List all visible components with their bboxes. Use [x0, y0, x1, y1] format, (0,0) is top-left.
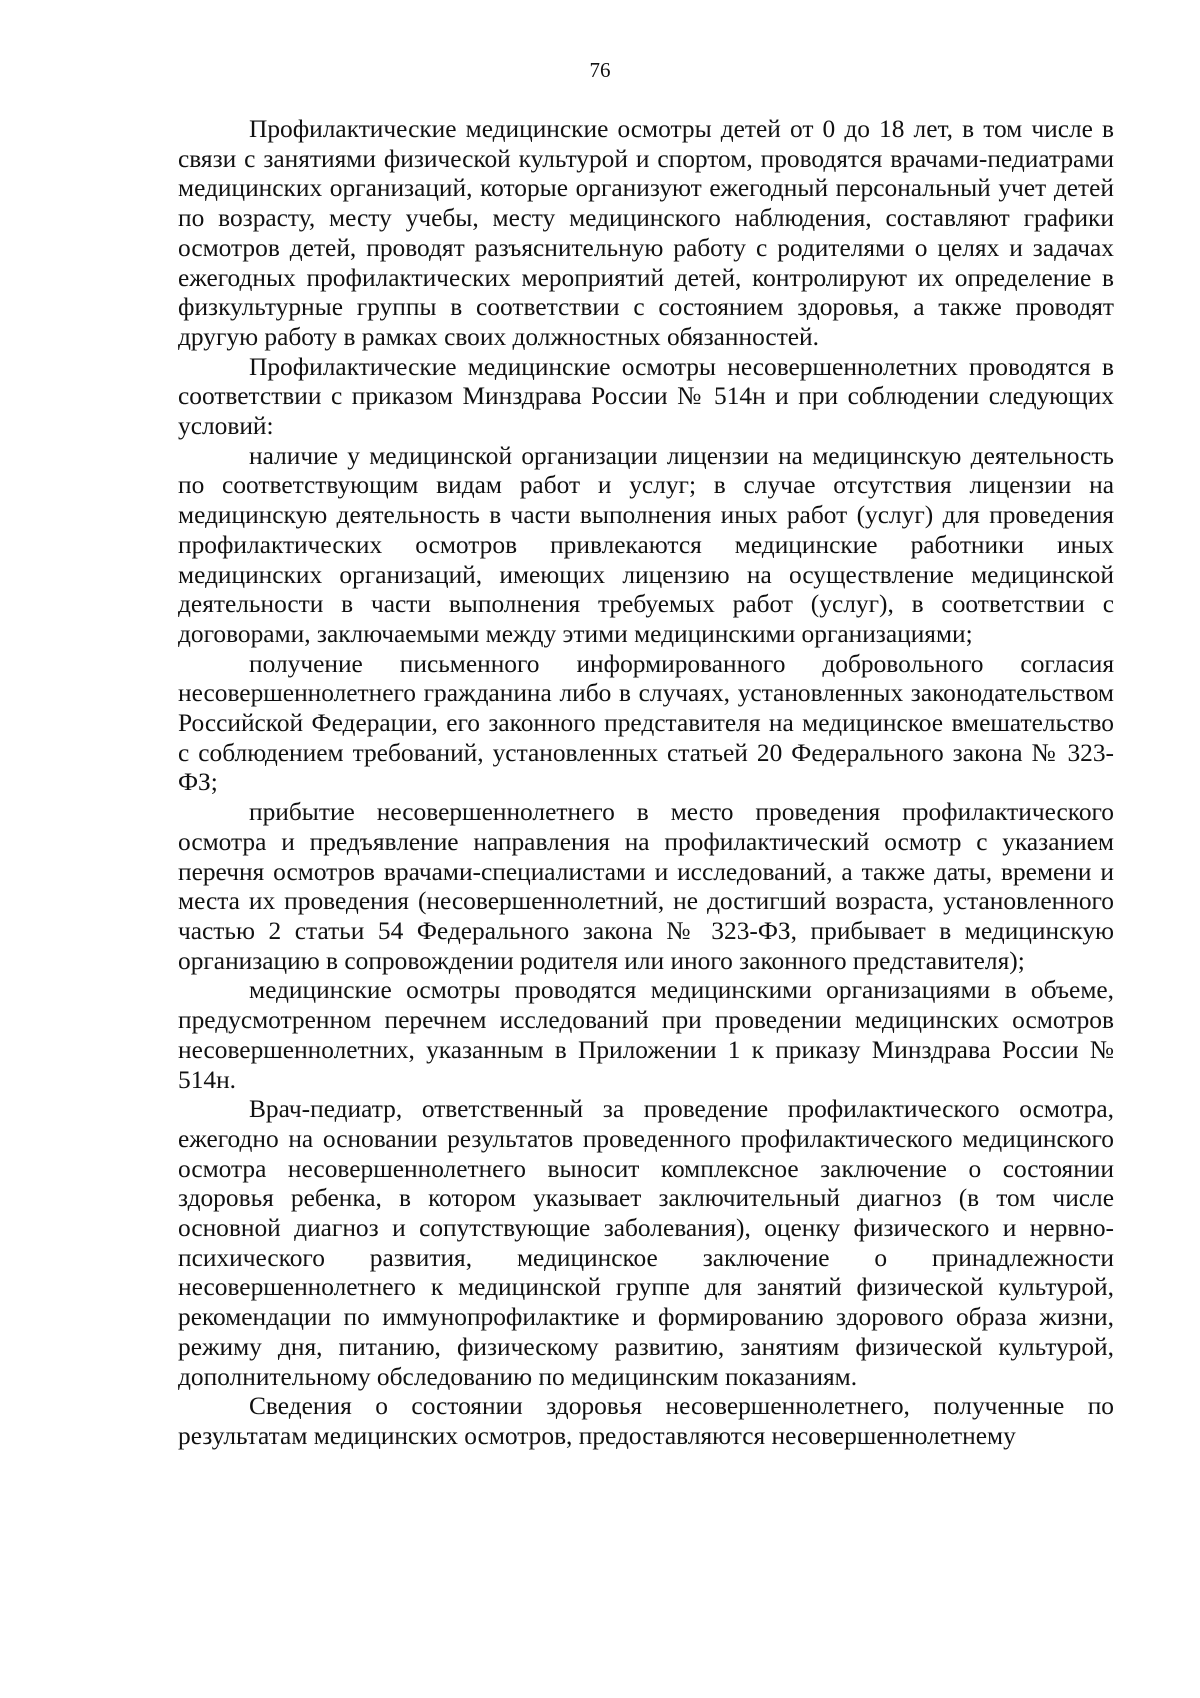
page-number: 76: [589, 58, 611, 82]
paragraph-pediatrician-conclusion: Врач-педиатр, ответственный за проведение профилактического осмотра, ежегодно на основании результатов проведенного профилактического медицинского осмотра несовершеннолетнего выносит комплексное заключение о состоянии здоровья ребенка, в котором указывает заключительный диагноз (в том числе основной диагноз и сопутствующие заболевания), оценку физического и нервно-психического развития, медицинское заключение о принадлежности несовершеннолетнего к медицинской группе для занятий физической культурой, рекомендации по иммунопрофилактике и формированию здорового образа жизни, режиму дня, питанию, физическому развитию, занятиям физической культурой, дополнительному обследованию по медицинским показаниям.: [178, 1095, 1114, 1391]
paragraph-preventive-exams-children: Профилактические медицинские осмотры детей от 0 до 18 лет, в том числе в связи с занятиями физической культурой и спортом, проводятся врачами-педиатрами медицинских организаций, которые организуют ежегодный персональный учет детей по возрасту, месту учебы, месту медицинского наблюдения, составляют графики осмотров детей, проводят разъяснительную работу с родителями о целях и задачах ежегодных профилактических мероприятий детей, контролируют их определение в физкультурные группы в соответствии с состоянием здоровья, а также проводят другую работу в рамках своих должностных обязанностей.: [178, 115, 1114, 351]
paragraph-condition-scope: медицинские осмотры проводятся медицинскими организациями в объеме, предусмотренном перечнем исследований при проведении медицинских осмотров несовершеннолетних, указанным в Приложении 1 к приказу Минздрава России № 514н.: [178, 976, 1114, 1094]
document-body: [178, 115, 1114, 1452]
paragraph-condition-arrival: прибытие несовершеннолетнего в место проведения профилактического осмотра и предъявление направления на профилактический осмотр с указанием перечня осмотров врачами-специалистами и исследований, а также даты, времени и места их проведения (несовершеннолетний, не достигший возраста, установленного частью 2 статьи 54 Федерального закона № 323-ФЗ, прибывает в медицинскую организацию в сопровождении родителя или иного законного представителя);: [178, 798, 1114, 975]
paragraph-condition-consent: получение письменного информированного добровольного согласия несовершеннолетнего гражданина либо в случаях, установленных законодательством Российской Федерации, его законного представителя на медицинское вмешательство с соблюдением требований, установленных статьей 20 Федерального закона № 323-ФЗ;: [178, 649, 1114, 797]
paragraph-exam-conditions-intro: Профилактические медицинские осмотры несовершеннолетних проводятся в соответствии с приказом Минздрава России № 514н и при соблюдении следующих условий:: [178, 352, 1114, 441]
paragraph-condition-license: наличие у медицинской организации лицензии на медицинскую деятельность по соответствующим видам работ и услуг; в случае отсутствия лицензии на медицинскую деятельность в части выполнения иных работ (услуг) для проведения профилактических осмотров привлекаются медицинские работники иных медицинских организаций, имеющих лицензию на осуществление медицинской деятельности в части выполнения требуемых работ (услуг), в соответствии с договорами, заключаемыми между этими медицинскими организациями;: [178, 441, 1114, 648]
paragraph-health-information: Сведения о состоянии здоровья несовершеннолетнего, полученные по результатам медицинских осмотров, предоставляются несовершеннолетнему: [178, 1392, 1114, 1450]
